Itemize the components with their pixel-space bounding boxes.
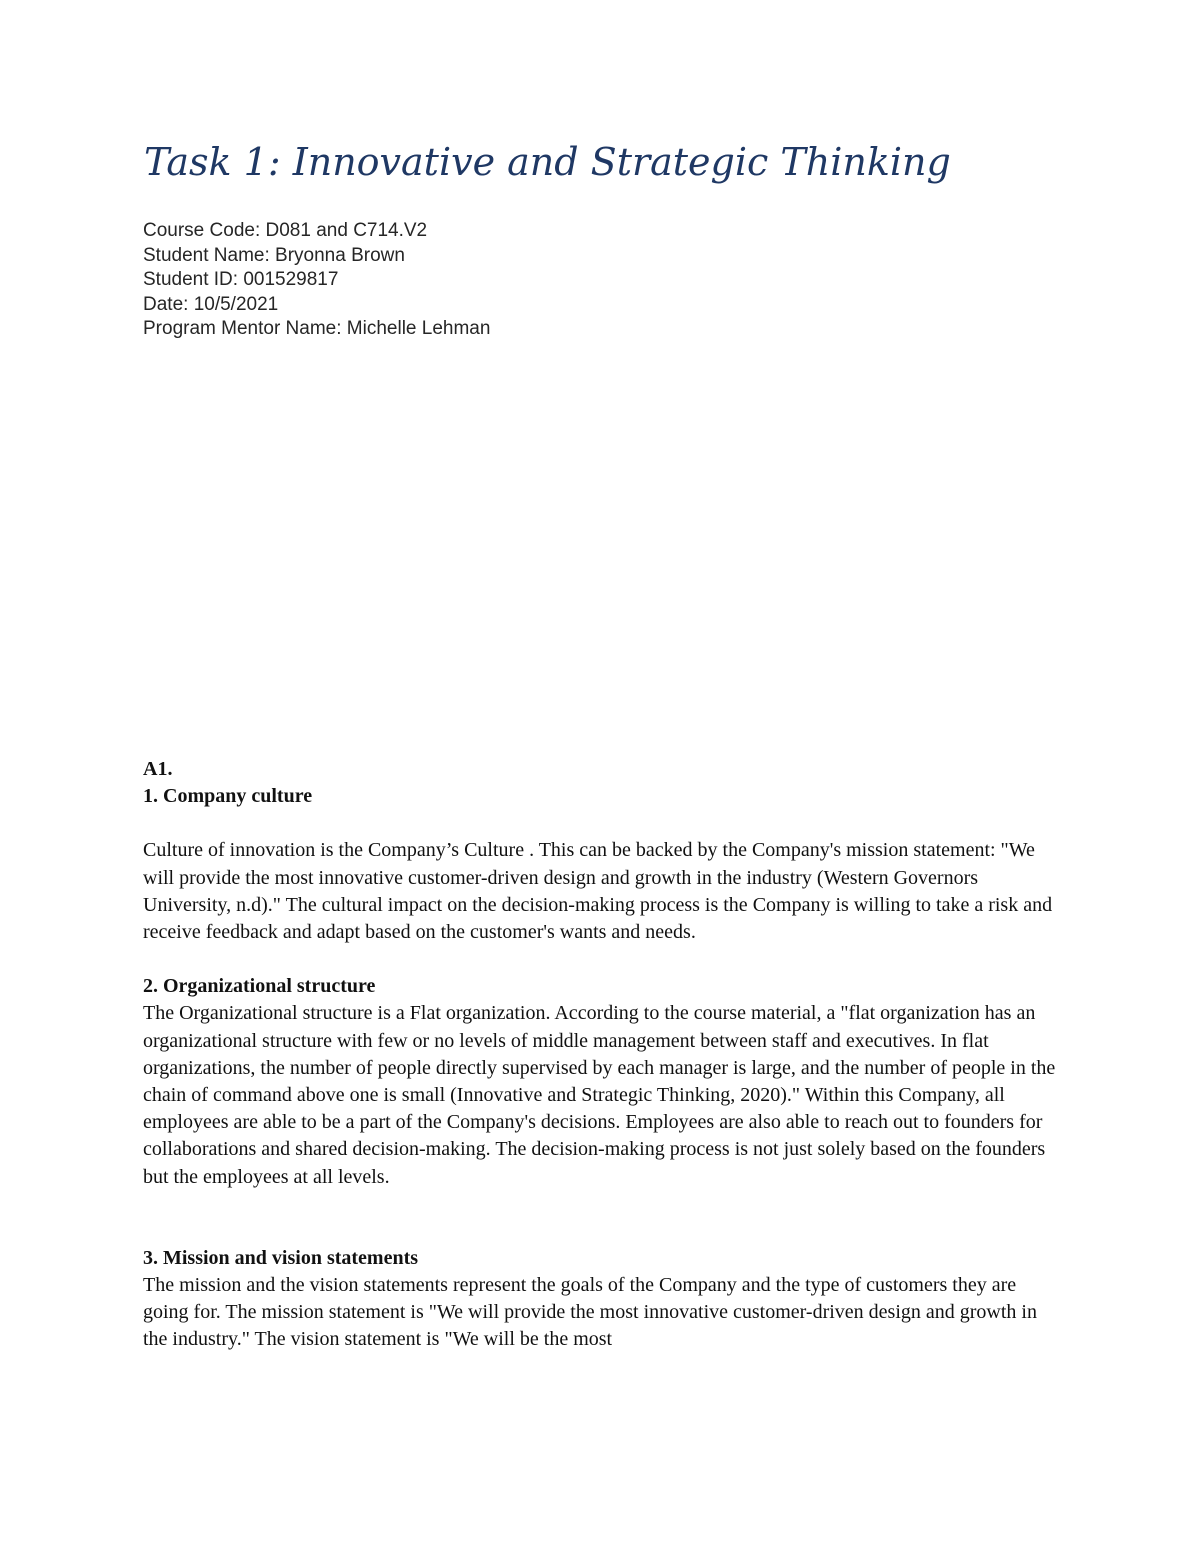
section-body-organizational-structure: The Organizational structure is a Flat organization. According to the course material, a "flat organization has an organizational structure with few or no levels of middle management between staff and executives. In flat organizations, the number of people directly supervised by each manager is large, and the number of people in the chain of command above one is small (Innovative and Strategic Thinking, 2020)." Within this Company, all employees are able to be a part of the Company's decisions. Employees are also able to reach out to founders for collaborations and shared decision-making. The decision-making process is not just solely based on the founders but the employees at all levels. xyxy=(143,1002,1056,1188)
section-heading-mission-vision: 3. Mission and vision statements xyxy=(143,1246,419,1269)
section-label: A1. xyxy=(143,758,173,780)
document-body xyxy=(143,756,1063,1354)
section-body-mission-vision: The mission and the vision statements represent the goals of the Company and the type of customers they are going for. The mission statement is "We will provide the most innovative customer-driven design and growth in the industry." The vision statement is "We will be the most xyxy=(143,1274,1037,1351)
student-id: Student ID: 001529817 xyxy=(143,269,339,290)
section-heading-organizational-structure: 2. Organizational structure xyxy=(143,975,376,998)
student-name: Student Name: Bryonna Brown xyxy=(143,244,405,266)
section-body-company-culture: Culture of innovation is the Company’s Culture . This can be backed by the Company's mission statement: "We will provide the most innovative customer-driven design and growth in the industry (Western Governors University, n.d)." The cultural impact on the decision-making process is the Company is willing to take a risk and receive feedback and adapt based on the customer's wants and needs. xyxy=(143,839,1053,944)
section-heading-company-culture: 1. Company culture xyxy=(143,785,313,808)
date: Date: 10/5/2021 xyxy=(143,293,279,315)
course-code: Course Code: D081 and C714.V2 xyxy=(143,220,428,241)
program-mentor: Program Mentor Name: Michelle Lehman xyxy=(143,318,491,339)
document-title: Task 1: Innovative and Strategic Thinking xyxy=(144,140,951,184)
student-info-block xyxy=(143,219,490,342)
